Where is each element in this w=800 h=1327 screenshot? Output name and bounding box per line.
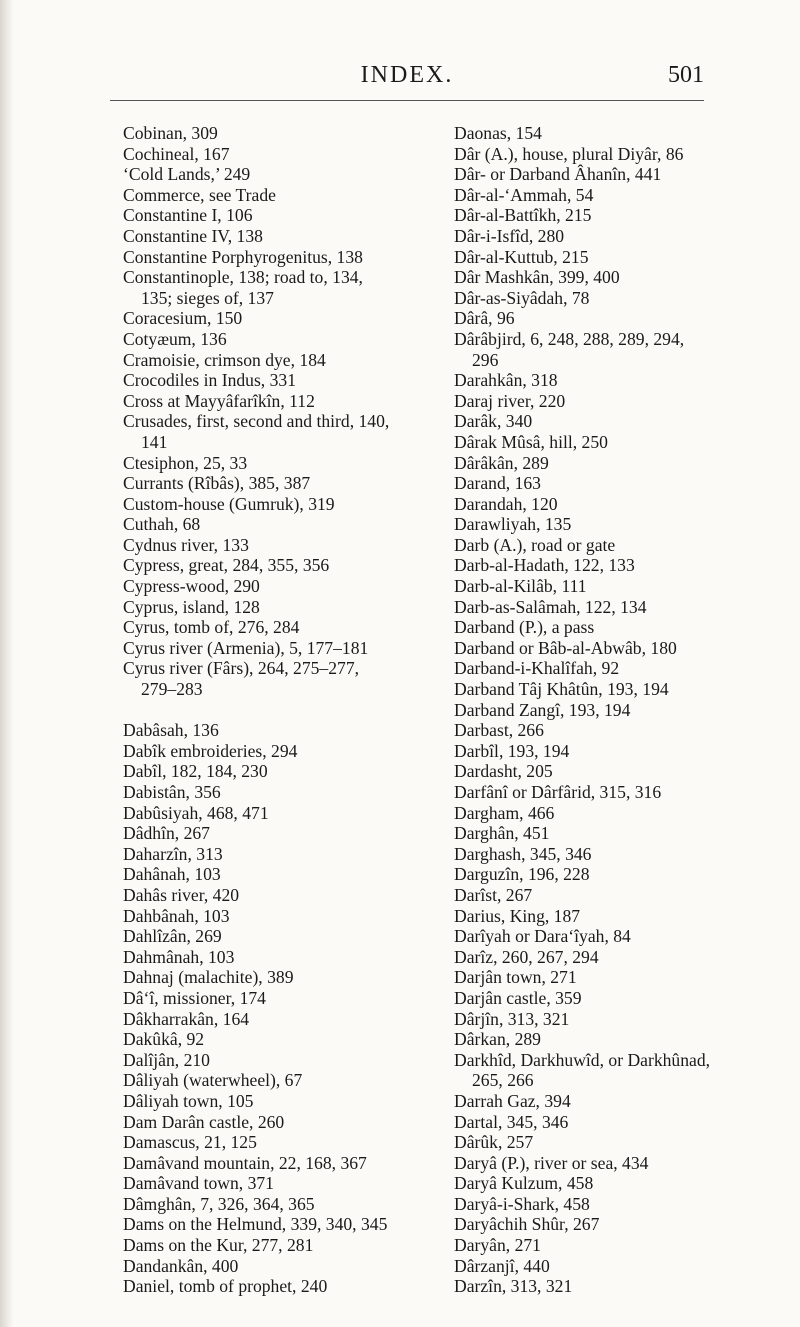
index-entry-line: Dam Darân castle, 260 — [123, 1111, 285, 1132]
index-entry-line: Darghash, 345, 346 — [454, 843, 592, 864]
index-entry — [454, 947, 794, 968]
index-entry-line: Dâr-as-Siyâdah, 78 — [454, 287, 590, 308]
index-entry-line: Damâvand mountain, 22, 168, 367 — [123, 1152, 367, 1173]
index-entry-line: Darband or Bâb-al-Abwâb, 180 — [454, 637, 677, 658]
index-entry — [454, 453, 794, 474]
index-entry — [123, 411, 483, 452]
index-entry-line: Dâmghân, 7, 326, 364, 365 — [123, 1193, 315, 1214]
index-entry-line: Cypress, great, 284, 355, 356 — [123, 555, 330, 576]
index-entry — [123, 597, 483, 618]
index-entry — [123, 1029, 483, 1050]
index-entry — [454, 741, 794, 762]
index-entry — [454, 432, 794, 453]
page-header — [110, 62, 704, 102]
index-entry — [123, 1132, 483, 1153]
index-entry — [454, 1132, 794, 1153]
index-entry — [454, 782, 794, 803]
index-entry — [123, 844, 483, 865]
index-entry-line: Cyrus river (Fârs), 264, 275–277, — [123, 658, 360, 679]
index-entry-line: Darius, King, 187 — [454, 905, 581, 926]
index-entry — [123, 267, 483, 308]
index-entry — [123, 576, 483, 597]
index-entry — [454, 885, 794, 906]
index-entry — [123, 1194, 483, 1215]
index-entry — [123, 1276, 483, 1297]
index-entry-line: Daniel, tomb of prophet, 240 — [123, 1276, 328, 1297]
index-entry-line: Dârzanjî, 440 — [454, 1255, 550, 1276]
index-entry-line: Darrah Gaz, 394 — [454, 1090, 571, 1111]
index-entry-line: Constantinople, 138; road to, 134, — [123, 267, 363, 288]
index-entry — [454, 864, 794, 885]
index-entry — [123, 144, 483, 165]
index-entry — [454, 555, 794, 576]
index-entry-line: Darghân, 451 — [454, 823, 550, 844]
index-entry-line: Dâr Mashkân, 399, 400 — [454, 267, 620, 288]
page-title: INDEX. — [360, 62, 454, 88]
index-entry-line: Dabûsiyah, 468, 471 — [123, 802, 269, 823]
index-entry-line: Dârûk, 257 — [454, 1132, 534, 1153]
index-entry-line: Darb-as-Salâmah, 122, 134 — [454, 596, 647, 617]
index-entry-line: Dâ‘î, missioner, 174 — [123, 987, 266, 1008]
index-entry — [454, 494, 794, 515]
index-entry-line: Darband-i-Khalîfah, 92 — [454, 658, 620, 679]
index-entry-line: Dams on the Kur, 277, 281 — [123, 1235, 314, 1256]
index-entry — [123, 123, 483, 144]
index-entry — [123, 453, 483, 474]
index-entry — [123, 391, 483, 412]
index-entry-line: Cuthah, 68 — [123, 514, 201, 535]
index-entry — [454, 576, 794, 597]
index-entry-line: Dargham, 466 — [454, 802, 555, 823]
index-entry-line: Dahbânah, 103 — [123, 905, 230, 926]
index-entry-line: Cobinan, 309 — [123, 123, 218, 143]
index-entry — [123, 164, 483, 185]
index-entry — [454, 988, 794, 1009]
index-entry — [123, 226, 483, 247]
index-entry-line: Dakûkâ, 92 — [123, 1029, 205, 1050]
index-entry-line: 141 — [141, 431, 168, 452]
index-entry — [123, 555, 483, 576]
index-entry-line: Dabîl, 182, 184, 230 — [123, 761, 268, 782]
index-entry — [454, 823, 794, 844]
index-entry — [454, 906, 794, 927]
index-entry — [123, 350, 483, 371]
index-entry-line: Darband Zangî, 193, 194 — [454, 699, 631, 720]
index-entry-line: Cross at Mayyâfarîkîn, 112 — [123, 390, 315, 411]
index-entry — [454, 411, 794, 432]
index-entry — [123, 741, 483, 762]
index-entry — [123, 947, 483, 968]
index-entry — [123, 885, 483, 906]
index-entry — [123, 205, 483, 226]
index-entry-line: Darfânî or Dârfârid, 315, 316 — [454, 782, 662, 802]
index-entry-line: Dâr (A.), house, plural Diyâr, 86 — [454, 143, 684, 164]
index-entry-line: Daraj river, 220 — [454, 390, 566, 411]
index-entry-line: Dâliyah town, 105 — [123, 1090, 254, 1111]
index-entry — [454, 226, 794, 247]
index-entry — [123, 329, 483, 350]
index-entry-line: Darb-al-Hadath, 122, 133 — [454, 555, 635, 576]
index-entry — [123, 1009, 483, 1030]
index-entry — [123, 535, 483, 556]
index-entry-line: Daryâ Kulzum, 458 — [454, 1173, 594, 1194]
index-entry — [454, 164, 794, 185]
index-entry-line: Dâr-al-Kuttub, 215 — [454, 246, 589, 267]
index-entry-line: Dârâ, 96 — [454, 308, 515, 329]
index-entry-line: Currants (Rîbâs), 385, 387 — [123, 473, 311, 494]
index-entry — [123, 638, 483, 659]
index-entry-line: Cotyæum, 136 — [123, 328, 227, 349]
index-entry — [123, 494, 483, 515]
index-entry-line: Darbîl, 193, 194 — [454, 740, 570, 761]
index-entry — [123, 185, 483, 206]
index-entry-line: Dârkan, 289 — [454, 1029, 541, 1050]
index-entry-line: Coracesium, 150 — [123, 308, 243, 329]
index-entry — [454, 123, 794, 144]
index-column-left — [123, 123, 483, 1297]
index-entry-line: Dârjîn, 313, 321 — [454, 1008, 570, 1029]
index-entry-line: Darahkân, 318 — [454, 370, 558, 391]
index-entry-line: Dâkharrakân, 164 — [123, 1008, 250, 1029]
index-entry-line: 279–283 — [141, 679, 203, 700]
index-entry-line: Dams on the Helmund, 339, 340, 345 — [123, 1214, 388, 1235]
index-entry — [123, 864, 483, 885]
index-entry-line: Daryân, 271 — [454, 1235, 541, 1256]
index-entry — [123, 1070, 483, 1091]
index-entry — [123, 761, 483, 782]
index-entry-line: Dâliyah (waterwheel), 67 — [123, 1070, 303, 1091]
index-entry-line: Daharzîn, 313 — [123, 843, 223, 864]
index-entry-line: Darjân castle, 359 — [454, 987, 582, 1008]
index-entry — [123, 247, 483, 268]
index-entry-line: Cyrus river (Armenia), 5, 177–181 — [123, 637, 369, 658]
index-entry-line: Crusades, first, second and third, 140, — [123, 411, 390, 432]
index-entry-line: Darzîn, 313, 321 — [454, 1276, 573, 1297]
index-entry — [123, 906, 483, 927]
index-entry — [454, 1194, 794, 1215]
header-rule — [110, 100, 704, 101]
index-entry-line: Commerce, see Trade — [123, 184, 276, 205]
index-entry-line: Cochineal, 167 — [123, 143, 230, 164]
index-entry — [123, 1153, 483, 1174]
index-entry — [454, 1153, 794, 1174]
index-entry — [123, 988, 483, 1009]
index-entry — [454, 1173, 794, 1194]
section-gap — [123, 700, 483, 721]
index-entry — [454, 638, 794, 659]
index-entry — [123, 473, 483, 494]
index-entry — [454, 597, 794, 618]
index-entry-line: Darâk, 340 — [454, 411, 533, 432]
page-edge-shadow — [0, 0, 14, 1327]
index-entry — [454, 1091, 794, 1112]
index-entry — [454, 185, 794, 206]
index-entry-line: Dardasht, 205 — [454, 761, 553, 782]
index-entry-line: Dartal, 345, 346 — [454, 1111, 569, 1132]
index-entry-line: Darîyah or Dara‘îyah, 84 — [454, 926, 631, 947]
index-entry-line: Daonas, 154 — [454, 123, 542, 143]
index-entry — [454, 288, 794, 309]
index-entry-line: 135; sieges of, 137 — [141, 287, 274, 308]
index-entry-line: Darand, 163 — [454, 473, 541, 494]
index-entry — [123, 1214, 483, 1235]
index-entry-line: Dârak Mûsâ, hill, 250 — [454, 431, 608, 452]
index-entry-line: Cypress-wood, 290 — [123, 576, 260, 597]
index-entry-line: Dâdhîn, 267 — [123, 823, 210, 844]
index-entry-line: Darband Tâj Khâtûn, 193, 194 — [454, 679, 669, 700]
index-entry-line: Darîst, 267 — [454, 884, 533, 905]
index-entry-line: Damâvand town, 371 — [123, 1173, 274, 1194]
index-entry-line: Constantine IV, 138 — [123, 225, 263, 246]
index-entry — [454, 844, 794, 865]
index-entry-line: Damascus, 21, 125 — [123, 1132, 257, 1153]
index-entry — [454, 514, 794, 535]
index-entry-line: Dabîk embroideries, 294 — [123, 740, 298, 761]
index-entry-line: 265, 266 — [472, 1070, 534, 1091]
index-entry — [123, 1050, 483, 1071]
index-entry — [454, 144, 794, 165]
index-entry — [454, 761, 794, 782]
index-entry — [123, 782, 483, 803]
index-entry-line: Dalîjân, 210 — [123, 1049, 210, 1070]
index-entry-line: Dâr- or Darband Âhanîn, 441 — [454, 164, 662, 185]
page-number: 501 — [668, 62, 704, 88]
index-entry — [454, 926, 794, 947]
index-entry-line: Cydnus river, 133 — [123, 534, 249, 555]
index-entry — [454, 967, 794, 988]
index-entry — [454, 720, 794, 741]
index-entry — [123, 720, 483, 741]
index-entry — [123, 1091, 483, 1112]
index-entry — [454, 205, 794, 226]
index-entry — [123, 1173, 483, 1194]
index-entry-line: ‘Cold Lands,’ 249 — [123, 164, 251, 185]
index-entry-line: Constantine Porphyrogenitus, 138 — [123, 246, 363, 267]
index-entry-line: Dandankân, 400 — [123, 1255, 239, 1276]
index-entry — [454, 329, 794, 370]
index-entry-line: Dârâbjird, 6, 248, 288, 289, 294, — [454, 328, 685, 349]
index-entry — [454, 1112, 794, 1133]
index-entry — [123, 658, 483, 699]
index-entry-line: Daryâ (P.), river or sea, 434 — [454, 1152, 649, 1173]
index-entry — [123, 823, 483, 844]
index-entry-line: Darawliyah, 135 — [454, 514, 572, 535]
index-entry-line: Darband (P.), a pass — [454, 617, 595, 638]
index-entry-line: Darandah, 120 — [454, 493, 558, 514]
index-entry — [454, 679, 794, 700]
index-entry — [454, 700, 794, 721]
index-entry — [454, 1009, 794, 1030]
index-entry-line: Crocodiles in Indus, 331 — [123, 370, 296, 391]
index-entry-line: Dabistân, 356 — [123, 782, 221, 802]
index-entry — [454, 473, 794, 494]
index-entry — [123, 803, 483, 824]
index-entry — [454, 391, 794, 412]
index-entry-line: Dahlîzân, 269 — [123, 926, 222, 947]
index-entry — [454, 1029, 794, 1050]
index-entry — [454, 1050, 794, 1091]
index-entry-line: Dahnaj (malachite), 389 — [123, 967, 294, 988]
index-entry-line: Cyrus, tomb of, 276, 284 — [123, 617, 300, 638]
index-entry-line: Dahâs river, 420 — [123, 884, 240, 905]
index-entry-line: Darîz, 260, 267, 294 — [454, 946, 599, 967]
index-entry-line: Cramoisie, crimson dye, 184 — [123, 349, 326, 370]
index-entry-line: 296 — [472, 349, 499, 370]
index-entry — [123, 967, 483, 988]
index-entry — [454, 658, 794, 679]
index-entry — [123, 617, 483, 638]
index-entry — [123, 1112, 483, 1133]
index-entry-line: Daryâ-i-Shark, 458 — [454, 1193, 590, 1214]
index-entry-line: Custom-house (Gumruk), 319 — [123, 493, 335, 514]
index-entry-line: Ctesiphon, 25, 33 — [123, 452, 248, 473]
index-entry-line: Dâr-al-Battîkh, 215 — [454, 205, 592, 226]
index-entry-line: Darjân town, 271 — [454, 967, 577, 988]
index-entry — [123, 926, 483, 947]
index-entry-line: Daryâchih Shûr, 267 — [454, 1214, 600, 1235]
index-entry-line: Darguzîn, 196, 228 — [454, 864, 590, 885]
index-entry-line: Dahânah, 103 — [123, 864, 221, 885]
index-entry — [454, 308, 794, 329]
index-entry — [454, 535, 794, 556]
index-entry — [454, 1276, 794, 1297]
index-entry-line: Darkhîd, Darkhuwîd, or Darkhûnad, — [454, 1049, 711, 1070]
index-entry-line: Darb-al-Kilâb, 111 — [454, 576, 587, 597]
index-entry-line: Darbast, 266 — [454, 720, 544, 741]
index-entry — [454, 1235, 794, 1256]
index-entry-line: Dârâkân, 289 — [454, 452, 549, 473]
index-entry — [454, 247, 794, 268]
index-entry — [454, 1214, 794, 1235]
index-entry-line: Dahmânah, 103 — [123, 946, 235, 967]
index-entry — [123, 370, 483, 391]
index-entry — [454, 1256, 794, 1277]
index-column-right — [454, 123, 794, 1297]
index-entry-line: Dabâsah, 136 — [123, 720, 219, 741]
index-entry-line: Constantine I, 106 — [123, 205, 253, 226]
index-entry — [454, 803, 794, 824]
index-entry — [454, 617, 794, 638]
index-entry — [454, 370, 794, 391]
index-entry-line: Dâr-al-‘Ammah, 54 — [454, 184, 594, 205]
index-entry-line: Cyprus, island, 128 — [123, 596, 260, 617]
index-entry — [123, 1235, 483, 1256]
index-entry — [123, 1256, 483, 1277]
index-entry — [123, 514, 483, 535]
index-entry — [123, 308, 483, 329]
index-entry-line: Darb (A.), road or gate — [454, 534, 616, 555]
index-entry — [454, 267, 794, 288]
index-entry-line: Dâr-i-Isfîd, 280 — [454, 225, 565, 246]
